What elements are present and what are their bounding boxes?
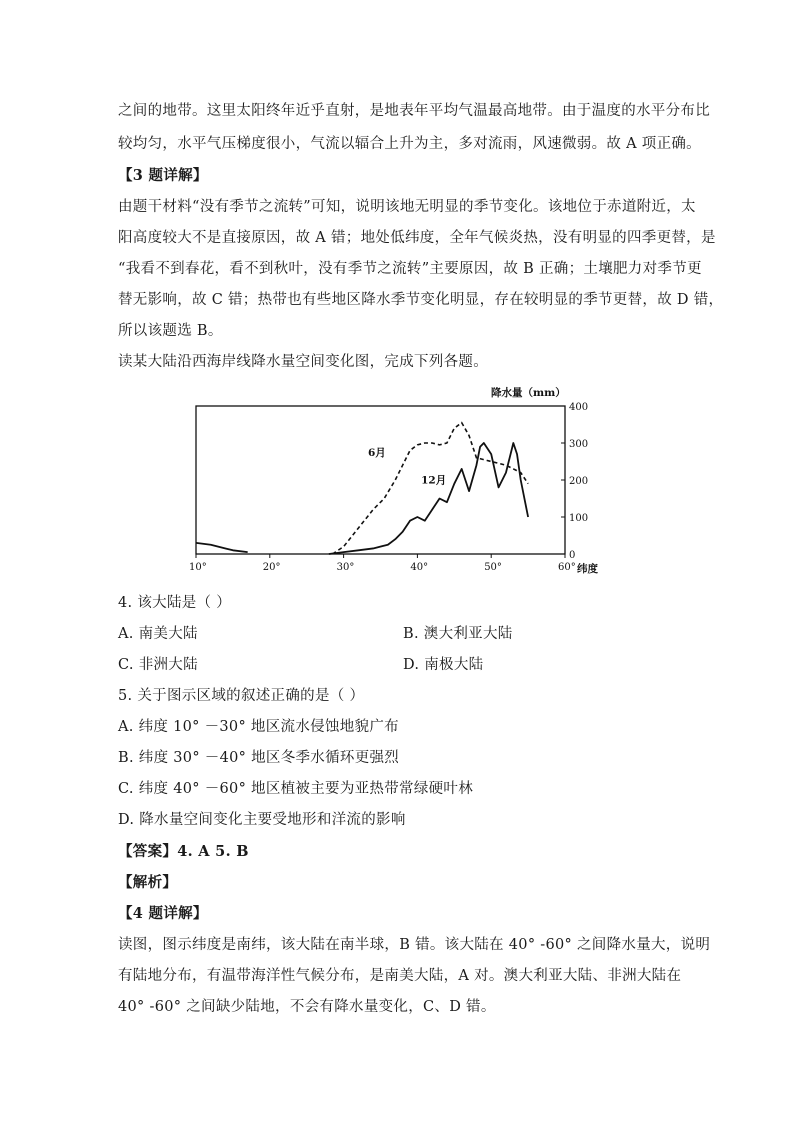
series-label-jun: 6月 bbox=[367, 446, 386, 459]
y-axis-label: 降水量（mm） bbox=[491, 387, 566, 399]
y-tick-label: 100 bbox=[569, 513, 589, 524]
question-4-option-c: C. 非洲大陆 bbox=[118, 657, 198, 673]
paragraph-line: “我看不到春花，看不到秋叶，没有季节之流转”主要原因，故 B 正确；土壤肥力对季节更 bbox=[118, 261, 702, 277]
paragraph-line: 较均匀，水平气压梯度很小，气流以辐合上升为主，多对流雨，风速微弱。故 A 项正确。 bbox=[118, 136, 701, 152]
analysis-heading: 【解析】 bbox=[118, 874, 178, 891]
question-4-option-b: B. 澳大利亚大陆 bbox=[403, 626, 513, 642]
paragraph-line: 所以该题选 B。 bbox=[118, 323, 223, 339]
section-heading: 【3 题详解】 bbox=[118, 167, 208, 184]
series-line-dec bbox=[196, 543, 248, 552]
question-5-stem: 5. 关于图示区域的叙述正确的是（ ） bbox=[118, 688, 365, 704]
question-4-option-a: A. 南美大陆 bbox=[118, 626, 198, 642]
x-tick-label: 10° bbox=[189, 562, 207, 573]
x-tick-label: 60° bbox=[558, 562, 576, 573]
precipitation-chart bbox=[185, 384, 615, 580]
paragraph-line: 由题干材料“没有季节之流转”可知，说明该地无明显的季节变化。该地位于赤道附近，太 bbox=[118, 199, 696, 215]
y-tick-label: 0 bbox=[569, 550, 576, 561]
paragraph-line: 有陆地分布，有温带海洋性气候分布，是南美大陆，A 对。澳大利亚大陆、非洲大陆在 bbox=[118, 968, 682, 984]
paragraph-line: 40° -60° 之间缺少陆地，不会有降水量变化，C、D 错。 bbox=[118, 999, 496, 1015]
series-line-dec bbox=[329, 443, 528, 554]
paragraph-line: 读某大陆沿西海岸线降水量空间变化图，完成下列各题。 bbox=[118, 354, 488, 370]
y-tick-label: 300 bbox=[569, 439, 589, 450]
x-axis-label: 纬度 bbox=[577, 563, 598, 575]
x-tick-label: 30° bbox=[336, 562, 355, 573]
question-5-option-d: D. 降水量空间变化主要受地形和洋流的影响 bbox=[118, 812, 406, 828]
paragraph-line: 读图，图示纬度是南纬，该大陆在南半球，B 错。该大陆在 40° -60° 之间降水量大，说明 bbox=[118, 937, 711, 953]
series-line-jun bbox=[333, 423, 529, 554]
question-4-option-d: D. 南极大陆 bbox=[403, 657, 484, 673]
x-tick-label: 50° bbox=[484, 562, 502, 573]
question-5-option-a: A. 纬度 10° －30° 地区流水侵蚀地貌广布 bbox=[118, 719, 399, 735]
answer-line: 【答案】4. A 5. B bbox=[118, 843, 249, 860]
paragraph-line: 之间的地带。这里太阳终年近乎直射，是地表年平均气温最高地带。由于温度的水平分布比 bbox=[118, 103, 710, 119]
x-tick-label: 20° bbox=[262, 562, 281, 573]
detail-4-heading: 【4 题详解】 bbox=[118, 905, 208, 922]
question-4-stem: 4. 该大陆是（ ） bbox=[118, 595, 232, 611]
paragraph-line: 替无影响，故 C 错；热带也有些地区降水季节变化明显，存在较明显的季节更替，故 D 错， bbox=[118, 292, 724, 308]
paragraph-line: 阳高度较大不是直接原因，故 A 错；地处低纬度，全年气候炎热，没有明显的四季更替，是 bbox=[118, 230, 716, 246]
y-tick-label: 200 bbox=[569, 476, 589, 487]
question-5-option-b: B. 纬度 30° －40° 地区冬季水循环更强烈 bbox=[118, 750, 400, 766]
plot-frame bbox=[196, 406, 565, 554]
series-label-dec: 12月 bbox=[421, 474, 447, 487]
y-tick-label: 400 bbox=[569, 402, 589, 413]
x-tick-label: 40° bbox=[410, 562, 429, 573]
question-5-option-c: C. 纬度 40° －60° 地区植被主要为亚热带常绿硬叶林 bbox=[118, 781, 474, 797]
